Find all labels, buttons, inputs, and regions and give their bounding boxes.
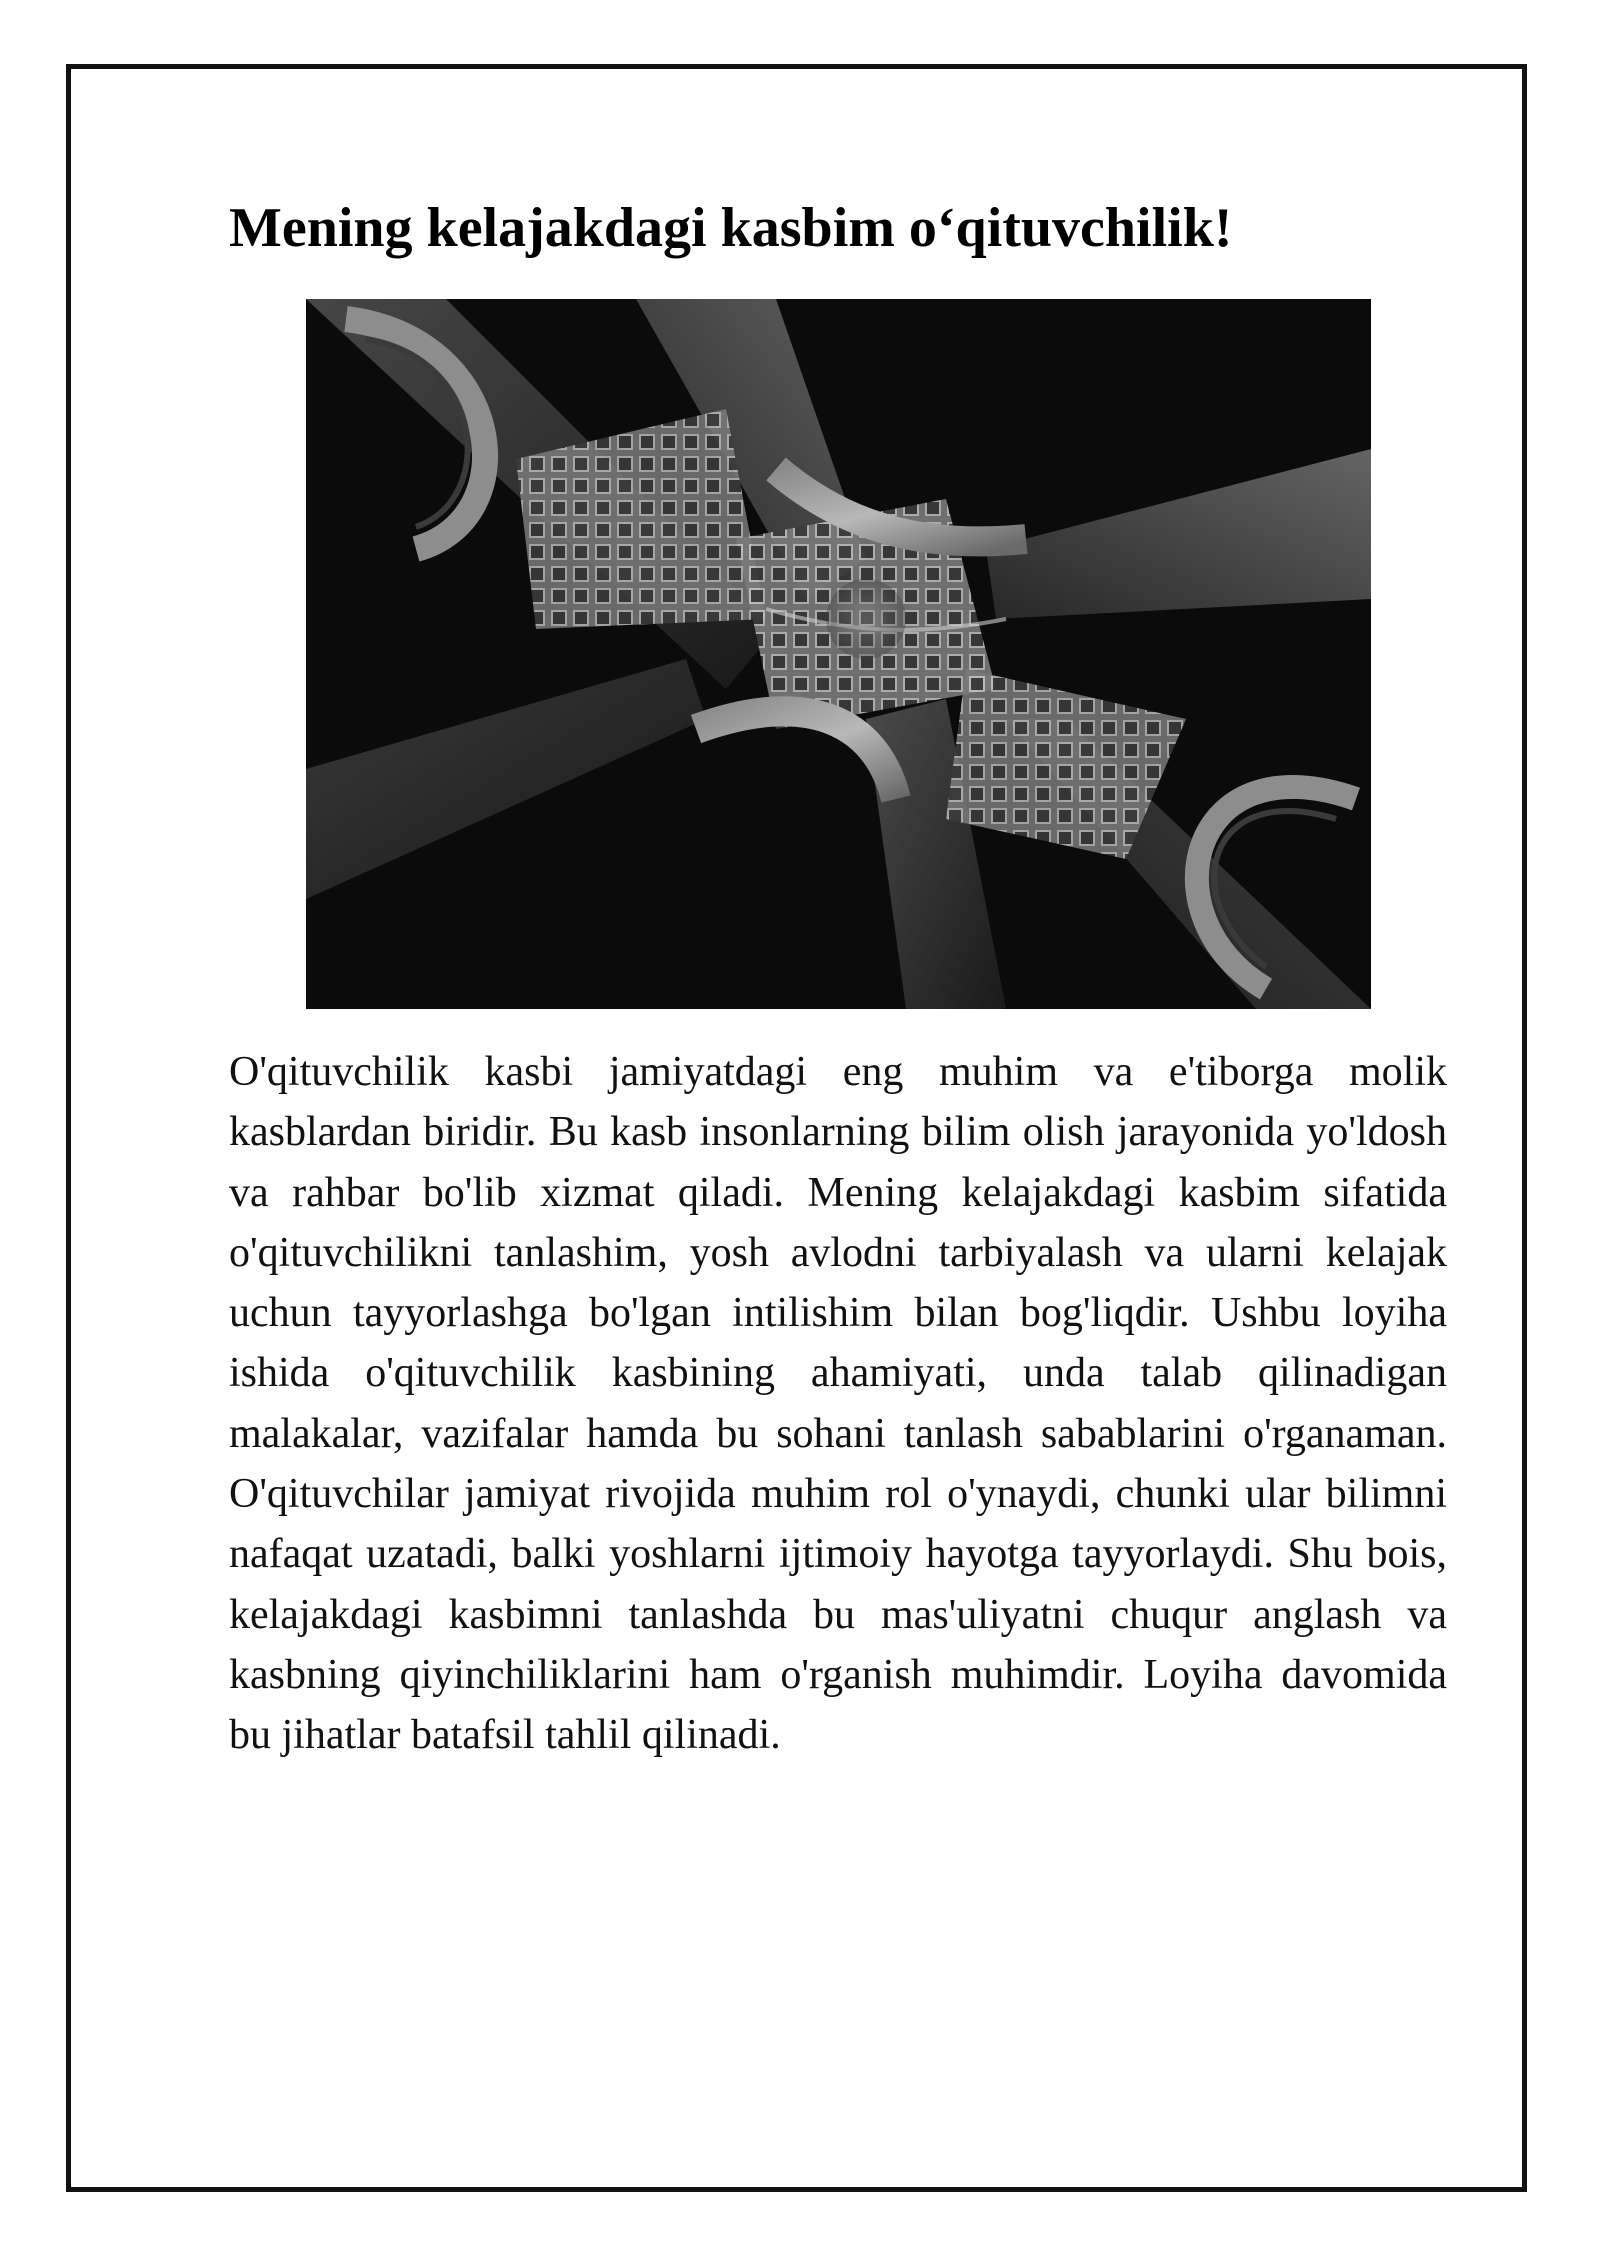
document-title: Mening kelajakdagi kasbim o‘qituvchilik!	[229, 197, 1233, 259]
arch-ceiling-photo	[306, 299, 1371, 1009]
arch-ceiling-illustration	[306, 299, 1371, 1009]
body-paragraph: O'qituvchilik kasbi jamiyatdagi eng muhim va e'tiborga molik kasblardan biridir. Bu kasb insonlarning bilim olish jarayonida yo'ldosh va rahbar bo'lib xizmat qiladi. Mening kelajakdagi kasbim sifatida o'qituvchilikni tanlashim, yosh avlodni tarbiyalash va ularni kelajak uchun tayyorlashga bo'lgan intilishim bilan bog'liqdir. Ushbu loyiha ishida o'qituvchilik kasbining ahamiyati, unda talab qilinadigan malakalar, vazifalar hamda bu sohani tanlash sabablarini o'rganaman. O'qituvchilar jamiyat rivojida muhim rol o'ynaydi, chunki ular bilimni nafaqat uzatadi, balki yoshlarni ijtimoiy hayotga tayyorlaydi. Shu bois, kelajakdagi kasbimni tanlashda bu mas'uliyatni chuqur anglash va kasbning qiyinchiliklarini ham o'rganish muhimdir. Loyiha davomida bu jihatlar batafsil tahlil qilinadi.	[229, 1049, 1447, 1759]
